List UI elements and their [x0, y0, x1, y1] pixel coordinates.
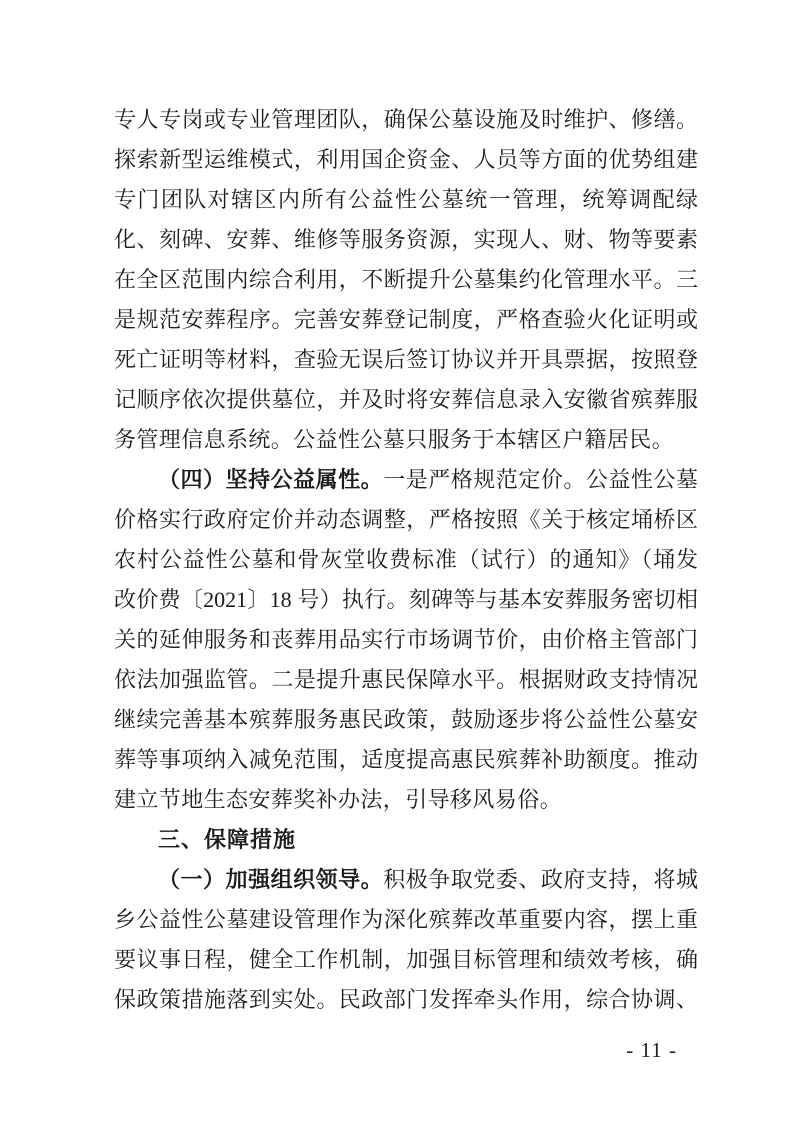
section-heading	[114, 820, 698, 860]
body-line	[114, 300, 698, 340]
body-text: 在全区范围内综合利用，不断提升公墓集约化管理水平。三	[114, 267, 698, 292]
body-line	[114, 260, 698, 300]
body-text: 死亡证明等材料，查验无误后签订协议并开具票据，按照登	[114, 347, 698, 372]
body-line	[114, 140, 698, 180]
body-text: 葬等事项纳入减免范围，适度提高惠民殡葬补助额度。推动	[114, 747, 698, 772]
body-line-paragraph-start	[114, 860, 698, 900]
body-line	[114, 220, 698, 260]
body-line	[114, 180, 698, 220]
body-text: 专门团队对辖区内所有公益性公墓统一管理，统筹调配绿	[114, 187, 698, 212]
body-text: 要议事日程，健全工作机制，加强目标管理和绩效考核，确	[114, 947, 698, 972]
paragraph-lead-bold: （一）加强组织领导。	[158, 867, 384, 892]
body-text: 乡公益性公墓建设管理作为深化殡葬改革重要内容，摆上重	[114, 907, 698, 932]
body-text: 保政策措施落到实处。民政部门发挥牵头作用，综合协调、	[114, 987, 698, 1012]
body-line	[114, 740, 698, 780]
body-text: 一是严格规范定价。公益性公墓	[383, 467, 698, 492]
body-text: 价格实行政府定价并动态调整，严格按照《关于核定埇桥区	[114, 507, 698, 532]
body-line	[114, 900, 698, 940]
body-text: 改价费〔2021〕18 号）执行。刻碑等与基本安葬服务密切相	[114, 587, 698, 612]
body-line	[114, 340, 698, 380]
paragraph-lead-bold: （四）坚持公益属性。	[158, 467, 384, 492]
body-line-paragraph-end	[114, 780, 698, 820]
section-heading-text: 三、保障措施	[158, 827, 297, 852]
body-line	[114, 980, 698, 1020]
body-text: 农村公益性公墓和骨灰堂收费标准（试行）的通知》（埇发	[114, 547, 698, 572]
body-text: 积极争取党委、政府支持，将城	[383, 867, 698, 892]
body-line	[114, 380, 698, 420]
body-line-paragraph-start	[114, 460, 698, 500]
body-text: 继续完善基本殡葬服务惠民政策，鼓励逐步将公益性公墓安	[114, 707, 698, 732]
body-text: 关的延伸服务和丧葬用品实行市场调节价，由价格主管部门	[114, 627, 698, 652]
body-line	[114, 660, 698, 700]
document-body	[114, 100, 698, 1020]
body-line	[114, 500, 698, 540]
body-line	[114, 940, 698, 980]
body-line-paragraph-end	[114, 420, 698, 460]
body-line	[114, 580, 698, 620]
body-text: 依法加强监管。二是提升惠民保障水平。根据财政支持情况	[114, 667, 698, 692]
body-line	[114, 540, 698, 580]
body-text: 建立节地生态安葬奖补办法，引导移风易俗。	[114, 787, 563, 812]
body-text: 记顺序依次提供墓位，并及时将安葬信息录入安徽省殡葬服	[114, 387, 698, 412]
body-text: 务管理信息系统。公益性公墓只服务于本辖区户籍居民。	[114, 427, 675, 452]
body-text: 化、刻碑、安葬、维修等服务资源，实现人、财、物等要素	[114, 227, 698, 252]
body-line	[114, 100, 698, 140]
body-text: 专人专岗或专业管理团队，确保公墓设施及时维护、修缮。	[114, 107, 698, 132]
body-text: 是规范安葬程序。完善安葬登记制度，严格查验火化证明或	[114, 307, 698, 332]
body-line	[114, 700, 698, 740]
page-number: - 11 -	[626, 1038, 677, 1062]
body-line	[114, 620, 698, 660]
body-text: 探索新型运维模式，利用国企资金、人员等方面的优势组建	[114, 147, 698, 172]
